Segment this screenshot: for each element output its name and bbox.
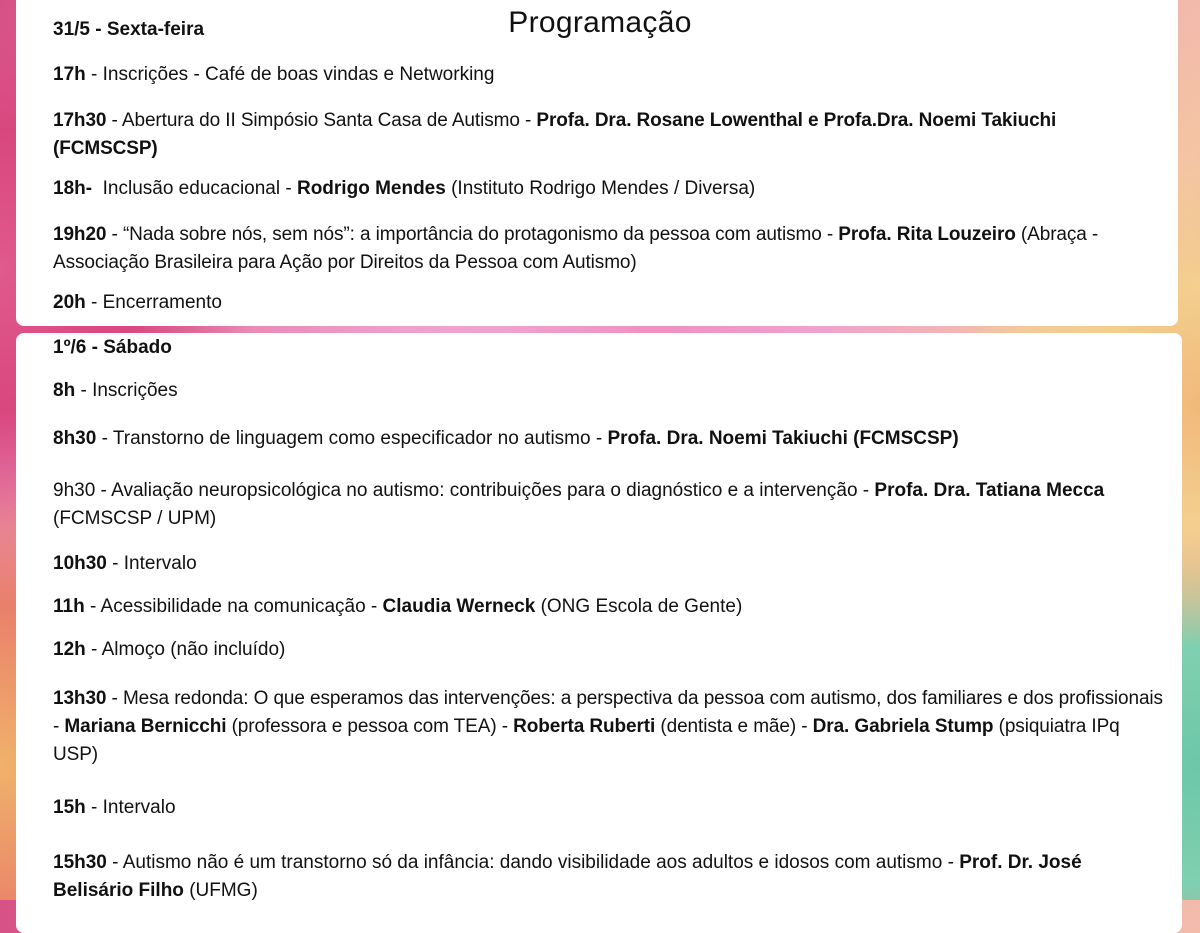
item-text: - Transtorno de linguagem como especificador no autismo - bbox=[96, 428, 608, 449]
item-affiliation: (FCMSCSP / UPM) bbox=[53, 508, 217, 529]
item-time: 13h30 bbox=[53, 688, 107, 709]
schedule-item bbox=[53, 107, 1163, 163]
item-speaker: Profa. Rita Louzeiro bbox=[838, 224, 1016, 245]
item-speaker: Claudia Werneck bbox=[382, 596, 536, 617]
item-text: - Abertura do II Simpósio Santa Casa de Autismo - bbox=[106, 110, 537, 131]
item-text: - Inscrições - Café de boas vindas e Networking bbox=[85, 64, 495, 85]
item-text: - Mesa redonda: O que esperamos das intervenções: a perspectiva da pessoa com autismo, dos familiares e dos profissionais - bbox=[53, 688, 1163, 737]
schedule-item bbox=[53, 636, 1163, 664]
item-affiliation: (psiquiatra IPq USP) bbox=[53, 716, 1120, 765]
schedule-item bbox=[53, 593, 1163, 621]
item-text: - Inscrições bbox=[75, 380, 178, 401]
day-heading-friday: 31/5 - Sexta-feira bbox=[53, 19, 205, 40]
item-time: 18h- bbox=[53, 178, 93, 199]
schedule-item bbox=[53, 477, 1163, 533]
item-speaker: Prof. Dr. José Belisário Filho bbox=[53, 852, 1082, 901]
item-speaker: Mariana Bernicchi bbox=[64, 716, 227, 737]
item-speaker: Profa. Dra. Rosane Lowenthal e Profa.Dra. Noemi Takiuchi (FCMSCSP) bbox=[53, 110, 1057, 159]
item-time: 9h30 bbox=[53, 480, 96, 501]
day-heading-saturday: 1º/6 - Sábado bbox=[53, 337, 172, 358]
item-time: 12h bbox=[53, 639, 86, 660]
item-text: - Avaliação neuropsicológica no autismo: contribuições para o diagnóstico e a intervenção - bbox=[95, 480, 875, 501]
saturday-panel bbox=[16, 333, 1182, 933]
schedule-item bbox=[53, 289, 1163, 317]
page-title: Programação bbox=[508, 6, 692, 39]
item-speaker: Dra. Gabriela Stump bbox=[812, 716, 994, 737]
item-speaker: Rodrigo Mendes bbox=[296, 178, 446, 199]
schedule-item bbox=[53, 175, 1163, 203]
item-time: 8h30 bbox=[53, 428, 97, 449]
item-time: 11h bbox=[53, 596, 85, 617]
item-time: 8h bbox=[53, 380, 76, 401]
item-time: 17h30 bbox=[53, 110, 107, 131]
item-affiliation: (UFMG) bbox=[183, 880, 258, 901]
item-time: 15h30 bbox=[53, 852, 107, 873]
item-time: 10h30 bbox=[53, 553, 107, 574]
item-affiliation: (Abraça - Associação Brasileira para Ação por Direitos da Pessoa com Autismo) bbox=[53, 224, 1099, 273]
schedule-item bbox=[53, 849, 1163, 905]
schedule-item bbox=[53, 685, 1163, 769]
item-time: 17h bbox=[53, 64, 86, 85]
item-text: - Acessibilidade na comunicação - bbox=[84, 596, 383, 617]
item-time: 20h bbox=[53, 292, 86, 313]
item-affiliation: (ONG Escola de Gente) bbox=[535, 596, 743, 617]
schedule-item bbox=[53, 61, 1163, 89]
schedule-item bbox=[53, 221, 1163, 277]
schedule-item bbox=[53, 425, 1163, 453]
item-time: 15h bbox=[53, 797, 86, 818]
item-speaker: Profa. Dra. Tatiana Mecca bbox=[874, 480, 1105, 501]
schedule-item bbox=[53, 794, 1163, 822]
item-speaker: Profa. Dra. Noemi Takiuchi (FCMSCSP) bbox=[607, 428, 959, 449]
item-text: - Encerramento bbox=[85, 292, 222, 313]
item-text: - Almoço (não incluído) bbox=[85, 639, 286, 660]
schedule-item bbox=[53, 377, 1163, 405]
item-affiliation: (professora e pessoa com TEA) - bbox=[226, 716, 514, 737]
item-text: - Intervalo bbox=[106, 553, 197, 574]
friday-panel bbox=[16, 0, 1178, 326]
item-text: - “Nada sobre nós, sem nós”: a importância do protagonismo da pessoa com autismo - bbox=[106, 224, 839, 245]
item-text: Inclusão educacional - bbox=[92, 178, 297, 199]
item-time: 19h20 bbox=[53, 224, 107, 245]
item-affiliation: (Instituto Rodrigo Mendes / Diversa) bbox=[445, 178, 756, 199]
item-text: - Intervalo bbox=[85, 797, 176, 818]
item-speaker: Roberta Ruberti bbox=[513, 716, 656, 737]
item-affiliation: (dentista e mãe) - bbox=[655, 716, 813, 737]
schedule-item bbox=[53, 550, 1163, 578]
item-text: - Autismo não é um transtorno só da infância: dando visibilidade aos adultos e idosos com autismo - bbox=[106, 852, 960, 873]
